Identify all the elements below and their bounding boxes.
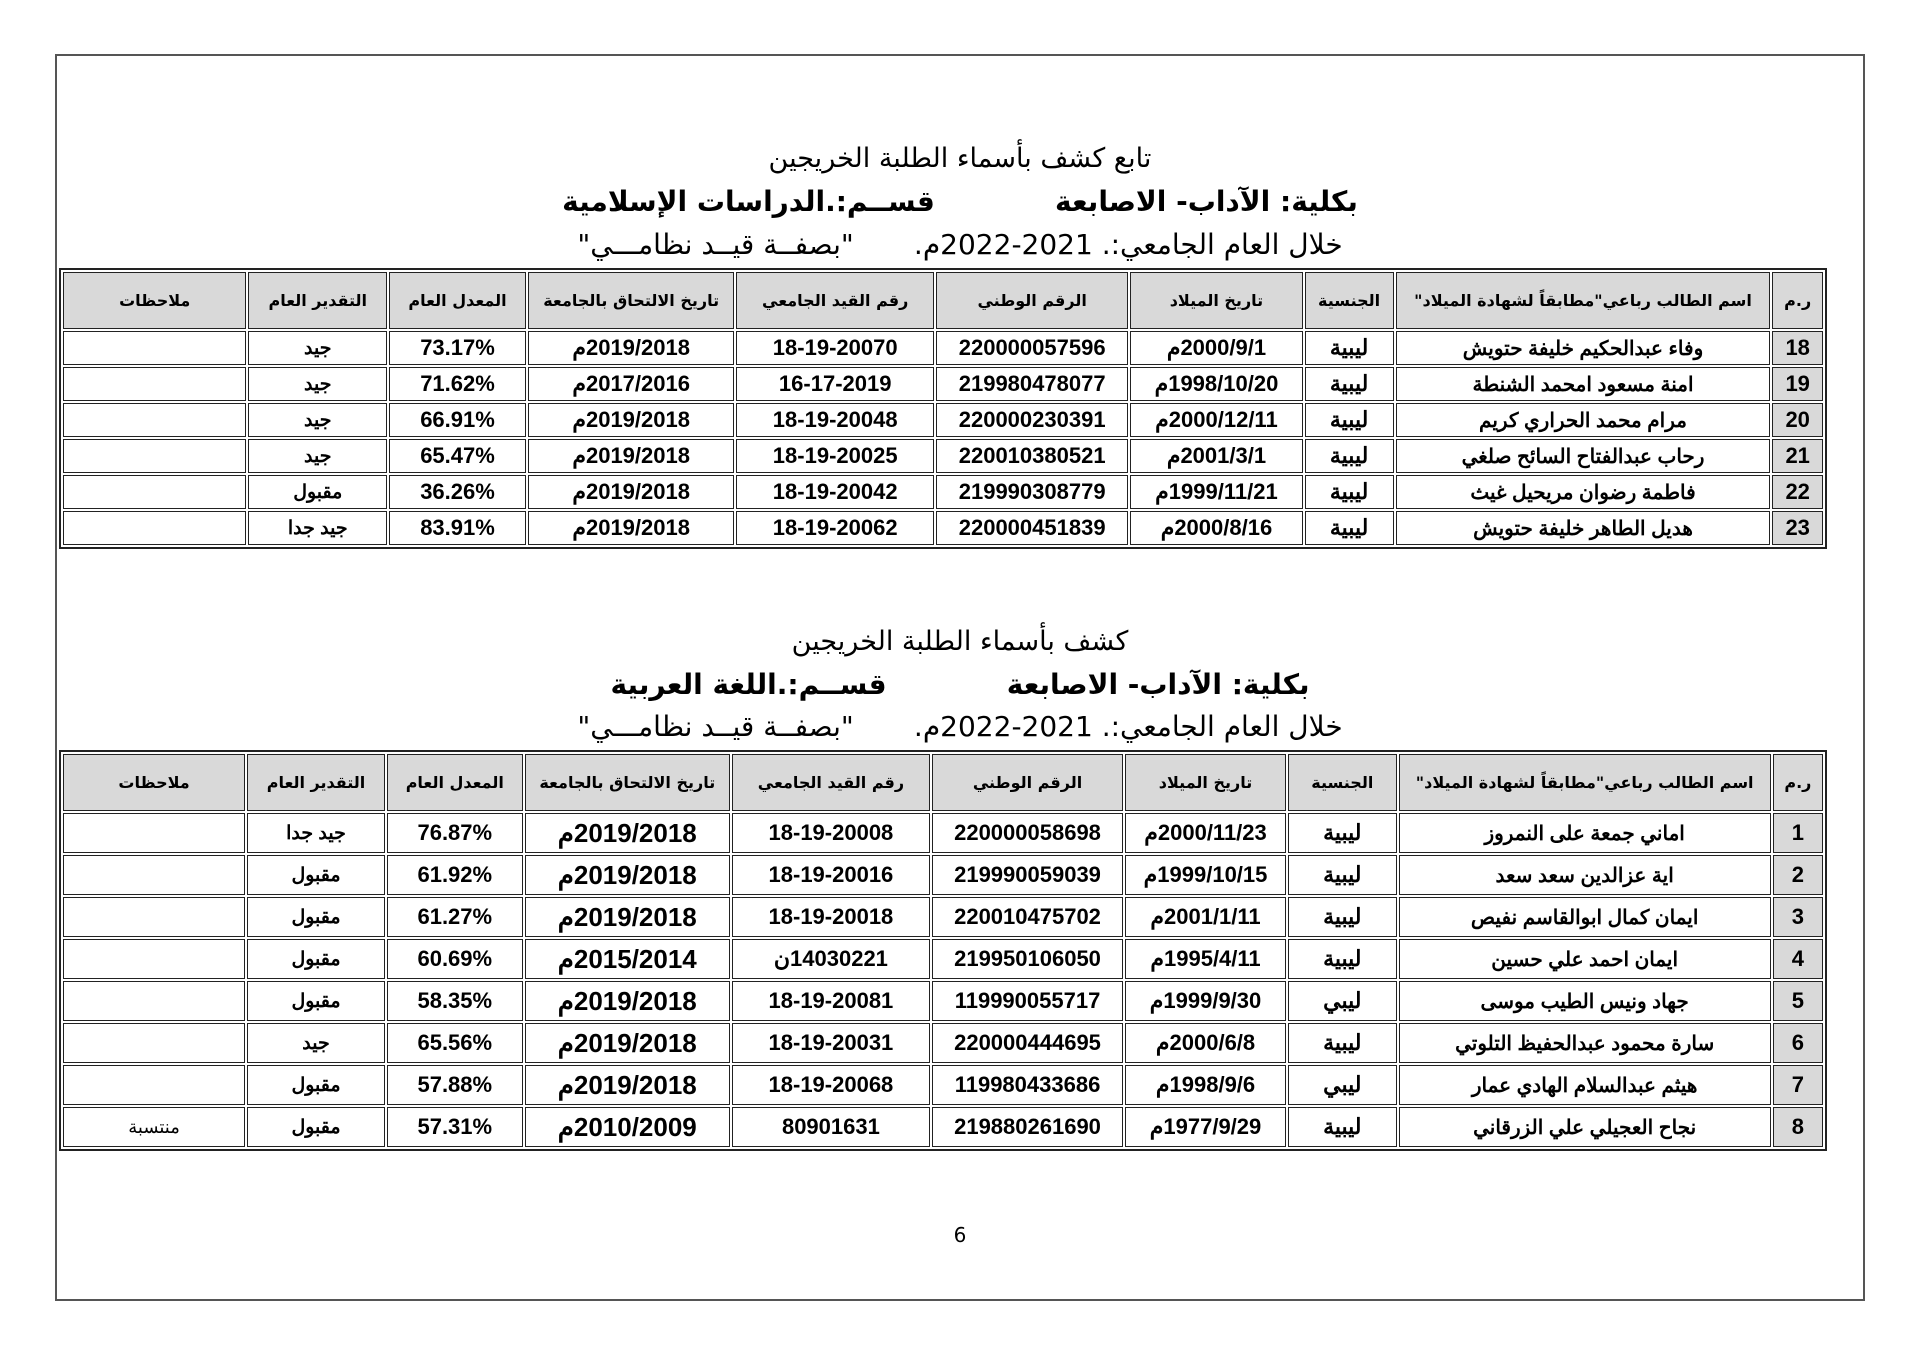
cell-gpa: 61.27%: [387, 897, 523, 937]
cell-nationality: ليبي: [1288, 1065, 1397, 1105]
table-row: [63, 939, 1823, 979]
cell-nationality: ليبية: [1288, 813, 1397, 853]
table-row: [63, 403, 1823, 437]
cell-row-number: 22: [1772, 475, 1823, 509]
cell-student-name: هديل الطاهر خليفة حتويش: [1396, 511, 1771, 545]
cell-birth-date: 2001/1/11م: [1125, 897, 1286, 937]
cell-join-date: 2010/2009م: [525, 1107, 730, 1147]
cell-student-name: ايمان كمال ابوالقاسم نفيص: [1399, 897, 1771, 937]
cell-registration-number: 18-19-20031: [732, 1023, 930, 1063]
section1-faculty: بكلية: الآداب- الاصابعة: [1055, 185, 1358, 218]
cell-row-number: 21: [1772, 439, 1823, 473]
cell-join-date: 2019/2018م: [528, 475, 735, 509]
column-header-national-id: الرقم الوطني: [936, 272, 1128, 329]
cell-nationality: ليبية: [1288, 897, 1397, 937]
column-header-row-number: ر.م: [1772, 272, 1823, 329]
cell-student-name: فاطمة رضوان مريحيل غيث: [1396, 475, 1771, 509]
cell-gpa: 61.92%: [387, 855, 523, 895]
section2-heading: [0, 626, 1920, 657]
cell-birth-date: 1977/9/29م: [1125, 1107, 1286, 1147]
cell-national-id: 219990059039: [932, 855, 1123, 895]
cell-notes: [63, 897, 245, 937]
section1-title: تابع كشف بأسماء الطلبة الخريجين: [768, 143, 1152, 174]
column-header-gpa: المعدل العام: [387, 754, 523, 811]
cell-birth-date: 2000/6/8م: [1125, 1023, 1286, 1063]
cell-join-date: 2017/2016م: [528, 367, 735, 401]
cell-registration-number: 18-19-20081: [732, 981, 930, 1021]
cell-grade: جيد: [248, 403, 387, 437]
section1-year: خلال العام الجامعي:. 2021-2022م.: [913, 228, 1343, 261]
section1-year-line: [0, 228, 1920, 261]
cell-student-name: رحاب عبدالفتاح السائح صلغي: [1396, 439, 1771, 473]
cell-notes: [63, 813, 245, 853]
cell-grade: جيد: [248, 367, 387, 401]
section1-status: "بصفــة قيــد نظامـــي": [577, 228, 854, 261]
cell-gpa: 60.69%: [387, 939, 523, 979]
cell-grade: مقبول: [247, 939, 385, 979]
cell-birth-date: 1999/10/15م: [1125, 855, 1286, 895]
table-row: [63, 1023, 1823, 1063]
cell-notes: [63, 981, 245, 1021]
cell-national-id: 219880261690: [932, 1107, 1123, 1147]
cell-national-id: 219950106050: [932, 939, 1123, 979]
column-header-grade: التقدير العام: [247, 754, 385, 811]
section2-table: [59, 750, 1827, 1151]
cell-row-number: 18: [1772, 331, 1823, 365]
cell-birth-date: 2000/11/23م: [1125, 813, 1286, 853]
cell-student-name: جهاد ونيس الطيب موسى: [1399, 981, 1771, 1021]
cell-nationality: ليبية: [1288, 855, 1397, 895]
table-row: [63, 331, 1823, 365]
section2-year-line: [0, 710, 1920, 743]
table-header-row: [63, 754, 1823, 811]
cell-national-id: 220000058698: [932, 813, 1123, 853]
cell-join-date: 2019/2018م: [525, 855, 730, 895]
cell-join-date: 2019/2018م: [525, 897, 730, 937]
cell-birth-date: 1995/4/11م: [1125, 939, 1286, 979]
section2-department: قســم:.اللغة العربية: [610, 668, 887, 701]
cell-registration-number: 18-19-20062: [736, 511, 933, 545]
cell-registration-number: 18-19-20008: [732, 813, 930, 853]
table-row: [63, 1065, 1823, 1105]
cell-nationality: ليبية: [1288, 939, 1397, 979]
cell-student-name: ايمان احمد علي حسين: [1399, 939, 1771, 979]
page-number: 6: [953, 1223, 967, 1247]
cell-national-id: 220010475702: [932, 897, 1123, 937]
cell-row-number: 7: [1773, 1065, 1823, 1105]
cell-grade: مقبول: [247, 897, 385, 937]
table-row: [63, 981, 1823, 1021]
cell-notes: [63, 511, 246, 545]
column-header-student-name: اسم الطالب رباعي"مطابقاً لشهادة الميلاد": [1396, 272, 1771, 329]
cell-nationality: ليبية: [1288, 1107, 1397, 1147]
column-header-nationality: الجنسية: [1288, 754, 1397, 811]
cell-student-name: اية عزالدين سعد سعد: [1399, 855, 1771, 895]
cell-nationality: ليبية: [1305, 403, 1394, 437]
column-header-national-id: الرقم الوطني: [932, 754, 1123, 811]
cell-notes: [63, 1065, 245, 1105]
cell-birth-date: 1999/9/30م: [1125, 981, 1286, 1021]
cell-birth-date: 1999/11/21م: [1130, 475, 1302, 509]
cell-row-number: 4: [1773, 939, 1823, 979]
cell-registration-number: 18-19-20068: [732, 1065, 930, 1105]
cell-registration-number: 18-19-20048: [736, 403, 933, 437]
cell-grade: مقبول: [247, 981, 385, 1021]
cell-gpa: 65.47%: [389, 439, 526, 473]
column-header-join-date: تاريخ الالتحاق بالجامعة: [528, 272, 735, 329]
section2-faculty: بكلية: الآداب- الاصابعة: [1006, 668, 1310, 701]
cell-national-id: 219990308779: [936, 475, 1128, 509]
cell-nationality: ليبي: [1288, 981, 1397, 1021]
cell-national-id: 220000451839: [936, 511, 1128, 545]
cell-student-name: وفاء عبدالحكيم خليفة حتويش: [1396, 331, 1771, 365]
cell-nationality: ليبية: [1305, 331, 1394, 365]
cell-national-id: 219980478077: [936, 367, 1128, 401]
cell-grade: مقبول: [247, 1107, 385, 1147]
table-row: [63, 897, 1823, 937]
cell-gpa: 71.62%: [389, 367, 526, 401]
cell-birth-date: 2001/3/1م: [1130, 439, 1302, 473]
cell-join-date: 2015/2014م: [525, 939, 730, 979]
cell-grade: جيد: [248, 331, 387, 365]
column-header-join-date: تاريخ الالتحاق بالجامعة: [525, 754, 730, 811]
column-header-birth-date: تاريخ الميلاد: [1130, 272, 1302, 329]
table-row: [63, 439, 1823, 473]
cell-notes: [63, 331, 246, 365]
table-row: [63, 475, 1823, 509]
cell-gpa: 57.31%: [387, 1107, 523, 1147]
cell-nationality: ليبية: [1305, 367, 1394, 401]
cell-gpa: 66.91%: [389, 403, 526, 437]
cell-registration-number: 18-19-20042: [736, 475, 933, 509]
cell-student-name: هيثم عبدالسلام الهادي عمار: [1399, 1065, 1771, 1105]
table-row: [63, 1107, 1823, 1147]
section2-status: "بصفــة قيــد نظامـــي": [577, 710, 854, 743]
column-header-grade: التقدير العام: [248, 272, 387, 329]
section2-table-body: [63, 813, 1823, 1147]
cell-grade: مقبول: [247, 1065, 385, 1105]
cell-birth-date: 2000/9/1م: [1130, 331, 1302, 365]
cell-national-id: 119980433686: [932, 1065, 1123, 1105]
cell-student-name: مرام محمد الحراري كريم: [1396, 403, 1771, 437]
cell-student-name: نجاح العجيلي علي الزرقاني: [1399, 1107, 1771, 1147]
section2-year: خلال العام الجامعي:. 2021-2022م.: [913, 710, 1343, 743]
cell-grade: جيد جدا: [247, 813, 385, 853]
section1-heading: [0, 143, 1920, 174]
column-header-birth-date: تاريخ الميلاد: [1125, 754, 1286, 811]
cell-notes: منتسبة: [63, 1107, 245, 1147]
cell-national-id: 220000230391: [936, 403, 1128, 437]
section1-table-body: [63, 331, 1823, 545]
cell-gpa: 36.26%: [389, 475, 526, 509]
cell-registration-number: 18-19-20025: [736, 439, 933, 473]
table-row: [63, 855, 1823, 895]
cell-join-date: 2019/2018م: [528, 439, 735, 473]
cell-notes: [63, 939, 245, 979]
column-header-row-number: ر.م: [1773, 754, 1823, 811]
cell-row-number: 20: [1772, 403, 1823, 437]
cell-row-number: 19: [1772, 367, 1823, 401]
column-header-notes: ملاحظات: [63, 754, 245, 811]
cell-nationality: ليبية: [1305, 475, 1394, 509]
cell-gpa: 73.17%: [389, 331, 526, 365]
cell-student-name: سارة محمود عبدالحفيظ التلوتي: [1399, 1023, 1771, 1063]
cell-national-id: 220000444695: [932, 1023, 1123, 1063]
section1-subheading: [0, 185, 1920, 218]
cell-birth-date: 1998/10/20م: [1130, 367, 1302, 401]
cell-national-id: 220000057596: [936, 331, 1128, 365]
cell-birth-date: 2000/8/16م: [1130, 511, 1302, 545]
cell-join-date: 2019/2018م: [525, 813, 730, 853]
cell-join-date: 2019/2018م: [525, 981, 730, 1021]
cell-row-number: 23: [1772, 511, 1823, 545]
cell-join-date: 2019/2018م: [528, 511, 735, 545]
column-header-gpa: المعدل العام: [389, 272, 526, 329]
cell-gpa: 58.35%: [387, 981, 523, 1021]
cell-join-date: 2019/2018م: [525, 1065, 730, 1105]
cell-gpa: 76.87%: [387, 813, 523, 853]
cell-row-number: 5: [1773, 981, 1823, 1021]
cell-join-date: 2019/2018م: [525, 1023, 730, 1063]
table-row: [63, 367, 1823, 401]
cell-notes: [63, 475, 246, 509]
table-row: [63, 511, 1823, 545]
column-header-nationality: الجنسية: [1305, 272, 1394, 329]
column-header-registration-number: رقم القيد الجامعي: [736, 272, 933, 329]
section2-subheading: [0, 668, 1920, 701]
cell-notes: [63, 1023, 245, 1063]
column-header-notes: ملاحظات: [63, 272, 246, 329]
cell-nationality: ليبية: [1305, 511, 1394, 545]
cell-registration-number: 14030221ن: [732, 939, 930, 979]
cell-gpa: 57.88%: [387, 1065, 523, 1105]
section1-department: قســم:.الدراسات الإسلامية: [562, 185, 935, 218]
table-row: [63, 813, 1823, 853]
column-header-registration-number: رقم القيد الجامعي: [732, 754, 930, 811]
cell-notes: [63, 367, 246, 401]
cell-join-date: 2019/2018م: [528, 331, 735, 365]
cell-student-name: امنة مسعود امحمد الشنطة: [1396, 367, 1771, 401]
cell-registration-number: 16-17-2019: [736, 367, 933, 401]
section1-table: [59, 268, 1827, 549]
cell-registration-number: 80901631: [732, 1107, 930, 1147]
cell-row-number: 2: [1773, 855, 1823, 895]
cell-notes: [63, 855, 245, 895]
cell-grade: جيد: [248, 439, 387, 473]
cell-row-number: 6: [1773, 1023, 1823, 1063]
cell-nationality: ليبية: [1288, 1023, 1397, 1063]
cell-grade: مقبول: [247, 855, 385, 895]
cell-birth-date: 1998/9/6م: [1125, 1065, 1286, 1105]
section2-title: كشف بأسماء الطلبة الخريجين: [791, 626, 1129, 657]
cell-notes: [63, 403, 246, 437]
cell-student-name: اماني جمعة على النمروز: [1399, 813, 1771, 853]
cell-join-date: 2019/2018م: [528, 403, 735, 437]
cell-gpa: 65.56%: [387, 1023, 523, 1063]
cell-registration-number: 18-19-20016: [732, 855, 930, 895]
cell-registration-number: 18-19-20070: [736, 331, 933, 365]
cell-notes: [63, 439, 246, 473]
cell-grade: جيد: [247, 1023, 385, 1063]
cell-grade: جيد جدا: [248, 511, 387, 545]
cell-national-id: 220010380521: [936, 439, 1128, 473]
cell-row-number: 3: [1773, 897, 1823, 937]
column-header-student-name: اسم الطالب رباعي"مطابقاً لشهادة الميلاد": [1399, 754, 1771, 811]
cell-row-number: 1: [1773, 813, 1823, 853]
cell-birth-date: 2000/12/11م: [1130, 403, 1302, 437]
cell-registration-number: 18-19-20018: [732, 897, 930, 937]
cell-national-id: 119990055717: [932, 981, 1123, 1021]
table-header-row: [63, 272, 1823, 329]
cell-nationality: ليبية: [1305, 439, 1394, 473]
cell-gpa: 83.91%: [389, 511, 526, 545]
cell-row-number: 8: [1773, 1107, 1823, 1147]
cell-grade: مقبول: [248, 475, 387, 509]
